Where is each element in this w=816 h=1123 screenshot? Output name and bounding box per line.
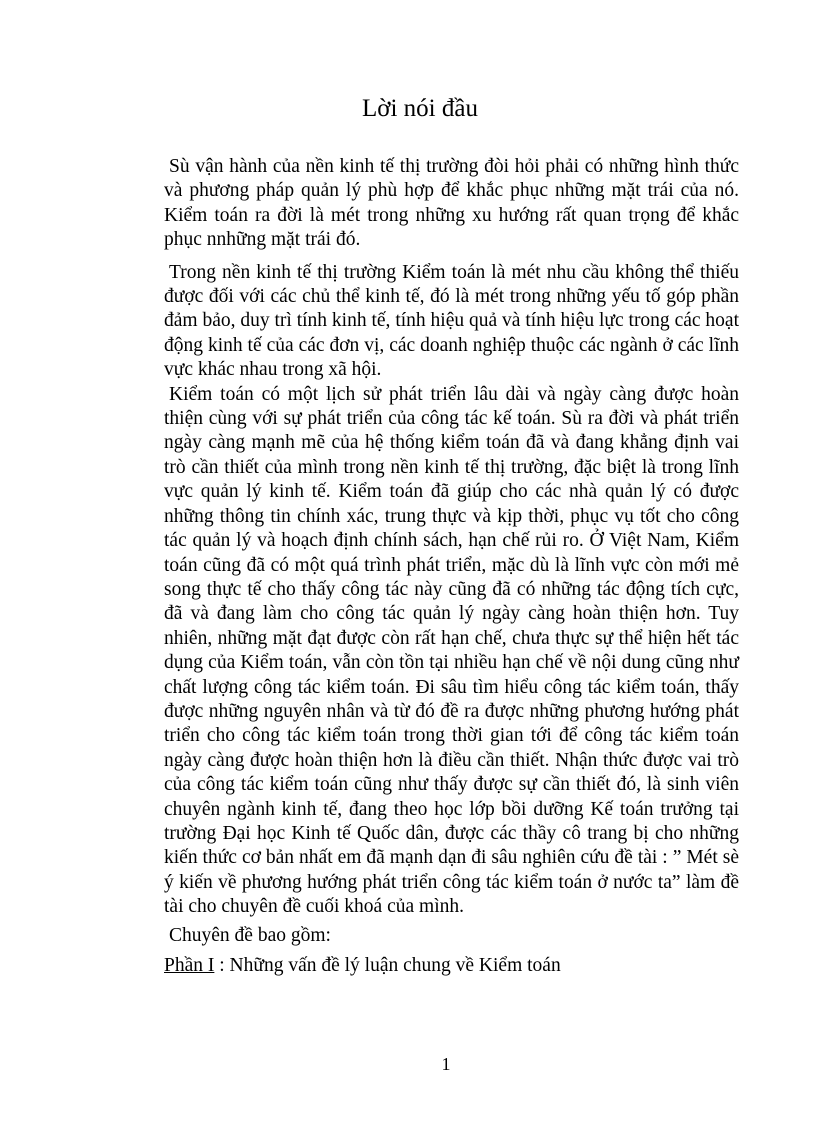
paragraph-1: Sù vận hành của nền kinh tế thị trường đòi hỏi phải có những hình thức và phương pháp quản lý phù hợp để khắc phục những mặt trái của nó. Kiểm toán ra đời là mét trong những xu hướng rất quan trọng để khắc phục nnhững mặt trái đó. [164,156,739,251]
paragraph-4: Chuyên đề bao gồm: [169,924,331,946]
part-1-label: Phần I [164,955,215,976]
paragraph-3: Kiểm toán có một lịch sử phát triển lâu dài và ngày càng được hoàn thiện cùng với sự phát triển của công tác kế toán. Sù ra đời và phát triển ngày càng mạnh mẽ của hệ thống kiểm toán đã và đang khẳng định vai trò cần thiết của mình trong nền kinh tế thị trường, đặc biệt là trong lĩnh vực quản lý kinh tế. Kiểm toán đã giúp cho các nhà quản lý có được những thông tin chính xác, trung thực và kịp thời, phục vụ tốt cho công tác quản lý và hoạch định chính sách, hạn chế rủi ro. Ở Việt Nam, Kiểm toán cũng đã có một quá trình phát triển, mặc dù là lĩnh vực còn mới mẻ song thực tế cho thấy công tác này cũng đã có những tác động tích cực, đã và đang làm cho công tác quản lý ngày càng hoàn thiện hơn. Tuy nhiên, những mặt đạt được còn rất hạn chế, chưa thực sự thể hiện hết tác dụng của Kiểm toán, vẫn còn tồn tại nhiều hạn chế về nội dung cũng như chất lượng công tác kiểm toán. Đi sâu tìm hiểu công tác kiểm toán, thấy được những nguyên nhân và từ đó đề ra được những phương hướng phát triển cho công tác kiểm toán trong thời gian tới để công tác kiểm toán ngày càng được hoàn thiện hơn là điều cần thiết. Nhận thức được vai trò của công tác kiểm toán cũng như thấy được sự cần thiết đó, là sinh viên chuyên ngành kinh tế, đang theo học lớp bồi dưỡng Kế toán trưởng tại trường Đại học Kinh tế Quốc dân, được các thầy cô trang bị cho những kiến thức cơ bản nhất em đã mạnh dạn đi sâu nghiên cứu đề tài : ” Mét sè ý kiến về phương hướng phát triển công tác kiểm toán ở nước ta” làm đề tài cho chuyên đề cuối khoá của mình. [164,383,739,918]
part-1-heading [164,954,739,978]
document-title: Lời nói đầu [362,95,478,122]
paragraph-2: Trong nền kinh tế thị trường Kiểm toán là mét nhu cầu không thể thiếu được đối với các chủ thể kinh tế, đó là mét trong những yếu tố góp phần đảm bảo, duy trì tính kinh tế, tính hiệu quả và tính hiệu lực trong các hoạt động kinh tế của các đơn vị, các doanh nghiệp thuộc các ngành ở các lĩnh vực khác nhau trong xã hội. [164,261,739,381]
part-1-text: : Những vấn đề lý luận chung về Kiểm toán [214,955,561,976]
page-number: 1 [441,1054,451,1074]
document-body [164,155,739,978]
